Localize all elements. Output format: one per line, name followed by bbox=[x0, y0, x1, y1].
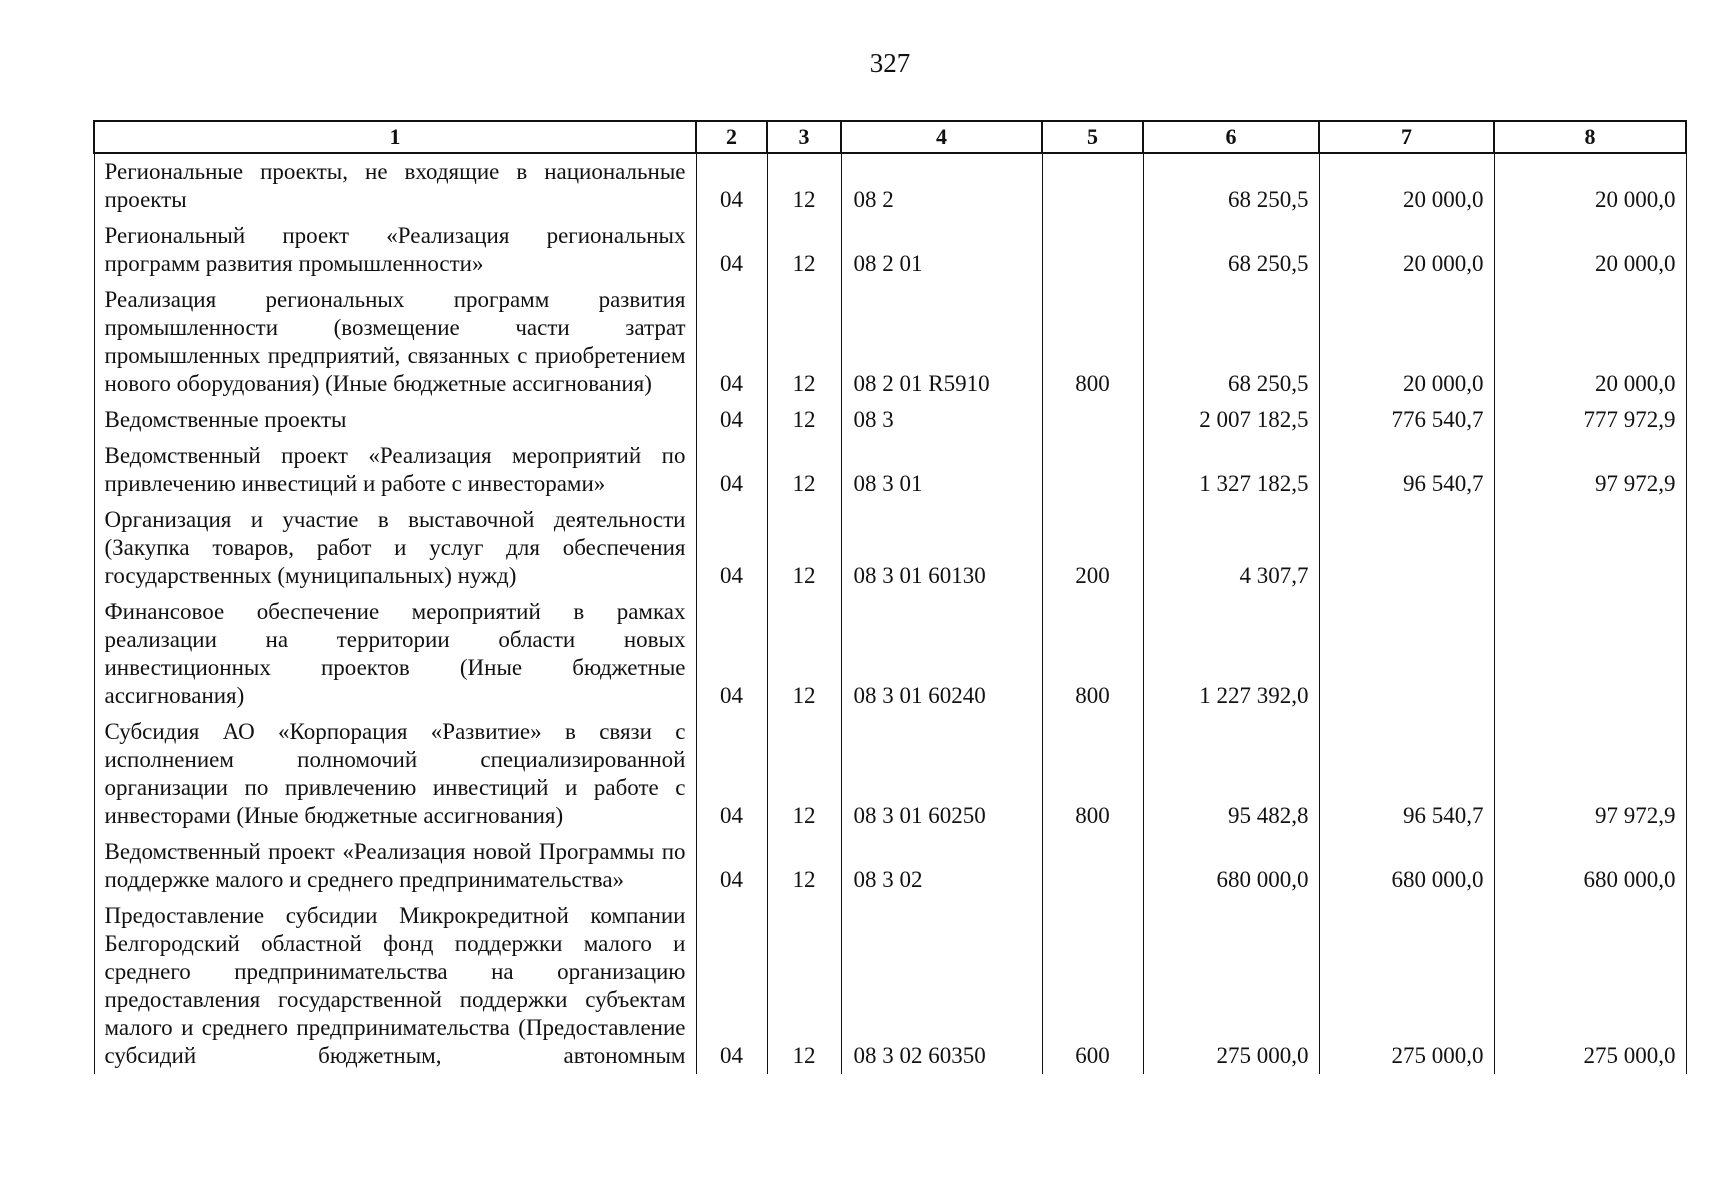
row-amount-8: 275 000,0 bbox=[1494, 898, 1686, 1074]
row-section: 04 bbox=[696, 502, 767, 594]
row-subsection: 12 bbox=[767, 834, 841, 898]
table-row bbox=[94, 502, 1686, 594]
table-row bbox=[94, 282, 1686, 402]
column-header-5: 5 bbox=[1042, 121, 1143, 153]
row-amount-8 bbox=[1494, 594, 1686, 714]
row-amount-7: 275 000,0 bbox=[1319, 898, 1494, 1074]
table-row bbox=[94, 898, 1686, 1074]
column-header-4: 4 bbox=[841, 121, 1042, 153]
budget-table bbox=[93, 120, 1687, 1074]
row-amount-8: 20 000,0 bbox=[1494, 282, 1686, 402]
row-target-code: 08 3 bbox=[841, 402, 1042, 438]
row-amount-6: 68 250,5 bbox=[1143, 153, 1319, 218]
row-expense-type: 600 bbox=[1042, 898, 1143, 1074]
row-target-code: 08 2 bbox=[841, 153, 1042, 218]
table-row bbox=[94, 218, 1686, 282]
row-amount-6: 2 007 182,5 bbox=[1143, 402, 1319, 438]
row-expense-type: 200 bbox=[1042, 502, 1143, 594]
table-row bbox=[94, 153, 1686, 218]
table-row bbox=[94, 714, 1686, 834]
row-amount-7: 680 000,0 bbox=[1319, 834, 1494, 898]
row-expense-type bbox=[1042, 438, 1143, 502]
row-section: 04 bbox=[696, 834, 767, 898]
row-amount-7: 96 540,7 bbox=[1319, 438, 1494, 502]
row-subsection: 12 bbox=[767, 282, 841, 402]
row-name: Региональные проекты, не входящие в национальные проекты bbox=[94, 153, 696, 218]
header-row bbox=[94, 121, 1686, 153]
row-amount-7: 20 000,0 bbox=[1319, 282, 1494, 402]
row-name: Предоставление субсидии Микрокредитной компании Белгородский областной фонд поддержки малого и среднего предпринимательства на организацию предоставления государственной поддержки субъектам малого и среднего предпринимательства (Предоставление субсидий бюджетным, автономным bbox=[94, 898, 696, 1074]
row-subsection: 12 bbox=[767, 218, 841, 282]
column-header-7: 7 bbox=[1319, 121, 1494, 153]
row-expense-type: 800 bbox=[1042, 282, 1143, 402]
row-target-code: 08 3 01 60240 bbox=[841, 594, 1042, 714]
row-name: Региональный проект «Реализация региональных программ развития промышленности» bbox=[94, 218, 696, 282]
row-expense-type bbox=[1042, 153, 1143, 218]
row-target-code: 08 3 01 60250 bbox=[841, 714, 1042, 834]
row-amount-6: 68 250,5 bbox=[1143, 218, 1319, 282]
row-amount-6: 4 307,7 bbox=[1143, 502, 1319, 594]
row-amount-6: 275 000,0 bbox=[1143, 898, 1319, 1074]
row-target-code: 08 2 01 R5910 bbox=[841, 282, 1042, 402]
row-target-code: 08 3 02 60350 bbox=[841, 898, 1042, 1074]
row-section: 04 bbox=[696, 153, 767, 218]
column-header-3: 3 bbox=[767, 121, 841, 153]
row-amount-8: 680 000,0 bbox=[1494, 834, 1686, 898]
table-row bbox=[94, 438, 1686, 502]
row-amount-8: 777 972,9 bbox=[1494, 402, 1686, 438]
row-subsection: 12 bbox=[767, 594, 841, 714]
column-header-8: 8 bbox=[1494, 121, 1686, 153]
row-subsection: 12 bbox=[767, 714, 841, 834]
row-target-code: 08 3 01 bbox=[841, 438, 1042, 502]
row-amount-8 bbox=[1494, 502, 1686, 594]
row-amount-8: 20 000,0 bbox=[1494, 218, 1686, 282]
row-subsection: 12 bbox=[767, 153, 841, 218]
row-expense-type: 800 bbox=[1042, 594, 1143, 714]
table-row bbox=[94, 834, 1686, 898]
row-section: 04 bbox=[696, 714, 767, 834]
row-amount-7 bbox=[1319, 502, 1494, 594]
row-name: Ведомственные проекты bbox=[94, 402, 696, 438]
row-expense-type: 800 bbox=[1042, 714, 1143, 834]
row-amount-6: 1 227 392,0 bbox=[1143, 594, 1319, 714]
row-target-code: 08 3 02 bbox=[841, 834, 1042, 898]
page-number: 327 bbox=[869, 48, 911, 78]
row-amount-7 bbox=[1319, 594, 1494, 714]
row-expense-type bbox=[1042, 834, 1143, 898]
row-amount-7: 20 000,0 bbox=[1319, 153, 1494, 218]
row-target-code: 08 3 01 60130 bbox=[841, 502, 1042, 594]
row-name: Организация и участие в выставочной деятельности (Закупка товаров, работ и услуг для обеспечения государственных (муниципальных) нужд) bbox=[94, 502, 696, 594]
row-amount-6: 1 327 182,5 bbox=[1143, 438, 1319, 502]
row-section: 04 bbox=[696, 402, 767, 438]
row-subsection: 12 bbox=[767, 502, 841, 594]
row-target-code: 08 2 01 bbox=[841, 218, 1042, 282]
row-amount-8: 97 972,9 bbox=[1494, 438, 1686, 502]
row-subsection: 12 bbox=[767, 438, 841, 502]
table-row bbox=[94, 402, 1686, 438]
row-expense-type bbox=[1042, 218, 1143, 282]
row-amount-8: 20 000,0 bbox=[1494, 153, 1686, 218]
row-section: 04 bbox=[696, 282, 767, 402]
row-expense-type bbox=[1042, 402, 1143, 438]
row-section: 04 bbox=[696, 594, 767, 714]
row-name: Ведомственный проект «Реализация мероприятий по привлечению инвестиций и работе с инвесторами» bbox=[94, 438, 696, 502]
column-header-2: 2 bbox=[696, 121, 767, 153]
row-amount-6: 95 482,8 bbox=[1143, 714, 1319, 834]
row-section: 04 bbox=[696, 218, 767, 282]
column-header-6: 6 bbox=[1143, 121, 1319, 153]
row-name: Реализация региональных программ развития промышленности (возмещение части затрат промышленных предприятий, связанных с приобретением нового оборудования) (Иные бюджетные ассигнования) bbox=[94, 282, 696, 402]
row-amount-7: 96 540,7 bbox=[1319, 714, 1494, 834]
row-amount-6: 680 000,0 bbox=[1143, 834, 1319, 898]
row-subsection: 12 bbox=[767, 402, 841, 438]
row-amount-7: 20 000,0 bbox=[1319, 218, 1494, 282]
row-amount-8: 97 972,9 bbox=[1494, 714, 1686, 834]
row-amount-6: 68 250,5 bbox=[1143, 282, 1319, 402]
table-row bbox=[94, 594, 1686, 714]
row-name: Субсидия АО «Корпорация «Развитие» в связи с исполнением полномочий специализированной организации по привлечению инвестиций и работе с инвесторами (Иные бюджетные ассигнования) bbox=[94, 714, 696, 834]
row-section: 04 bbox=[696, 898, 767, 1074]
row-subsection: 12 bbox=[767, 898, 841, 1074]
row-name: Финансовое обеспечение мероприятий в рамках реализации на территории области новых инвестиционных проектов (Иные бюджетные ассигнования) bbox=[94, 594, 696, 714]
row-section: 04 bbox=[696, 438, 767, 502]
row-name: Ведомственный проект «Реализация новой Программы по поддержке малого и среднего предпринимательства» bbox=[94, 834, 696, 898]
column-header-1: 1 bbox=[94, 121, 696, 153]
row-amount-7: 776 540,7 bbox=[1319, 402, 1494, 438]
